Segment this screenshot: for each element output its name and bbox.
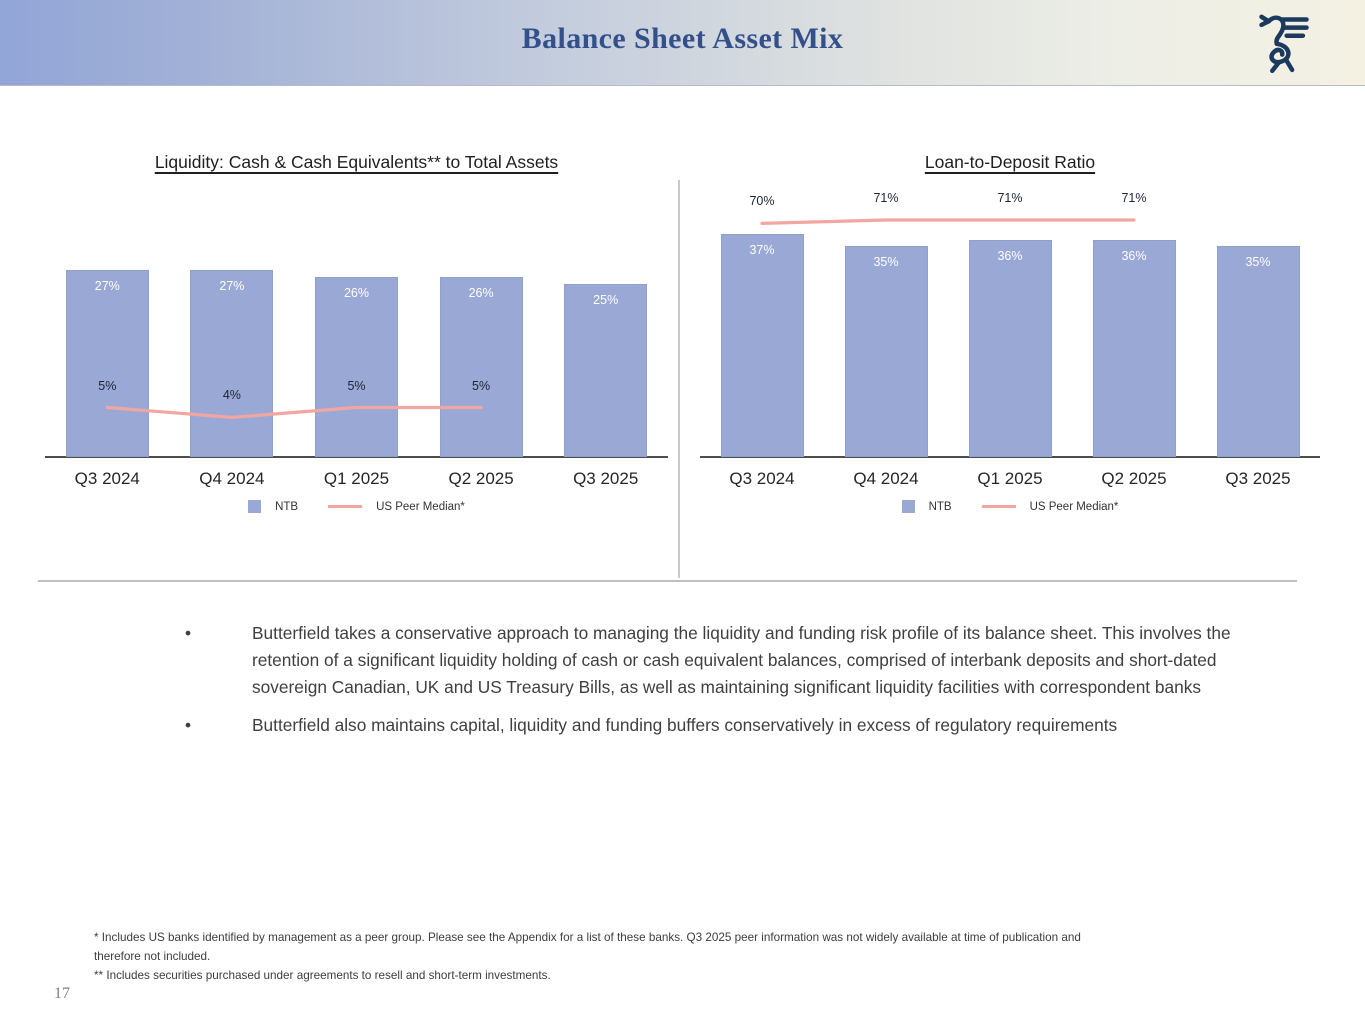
liquidity-chart-title: Liquidity: Cash & Cash Equivalents** to Total Assets xyxy=(154,152,559,172)
peer-median-legend-label: US Peer Median* xyxy=(1029,500,1119,513)
peer-median-legend-swatch xyxy=(328,505,362,508)
ntb-legend-swatch xyxy=(248,500,261,513)
x-axis-label: Q3 2024 xyxy=(729,469,795,488)
ntb-legend-label: NTB xyxy=(928,500,952,513)
footnote-securities: ** Includes securities purchased under agreements to resell and short-term investments. xyxy=(94,969,551,982)
ntb-legend-swatch xyxy=(902,500,915,513)
line-value-label: 5% xyxy=(98,378,117,393)
slide-title: Balance Sheet Asset Mix xyxy=(521,22,844,55)
page-number: 17 xyxy=(54,985,70,1002)
loan-to-deposit-chart-title: Loan-to-Deposit Ratio xyxy=(924,152,1096,172)
loan-to-deposit-chart xyxy=(700,152,1320,513)
x-axis-label: Q2 2025 xyxy=(1101,469,1167,488)
us-peer-median-line xyxy=(45,180,668,457)
x-axis-label: Q1 2025 xyxy=(977,469,1043,488)
line-value-label: 70% xyxy=(749,194,775,209)
section-divider-horizontal xyxy=(38,580,1297,582)
line-value-label: 4% xyxy=(222,388,241,403)
us-peer-median-polyline xyxy=(107,408,481,418)
bar-value-label: 27% xyxy=(94,279,120,294)
liquidity-chart xyxy=(45,152,668,513)
loan-to-deposit-chart-legend xyxy=(700,500,1320,513)
bar-value-label: 36% xyxy=(1121,249,1147,264)
bar-value-label: 26% xyxy=(468,285,494,300)
x-axis-label: Q3 2024 xyxy=(74,469,140,488)
line-value-label: 5% xyxy=(472,378,491,393)
peer-median-legend-label: US Peer Median* xyxy=(376,500,465,513)
bullet-item xyxy=(185,620,1270,701)
us-peer-median-polyline xyxy=(762,220,1134,223)
line-value-label: 71% xyxy=(1121,191,1147,206)
bar-value-label: 35% xyxy=(873,255,899,270)
x-axis-label: Q1 2025 xyxy=(323,469,390,488)
x-axis-label: Q3 2025 xyxy=(1225,469,1291,488)
bullet-list xyxy=(185,620,1270,750)
bar-value-label: 37% xyxy=(749,243,775,258)
bullet-text: Butterfield takes a conservative approach to managing the liquidity and funding risk profile of its balance sheet. This involves the retention of a significant liquidity holding of cash or cash equivalent balances, comprised of interbank deposits and short-dated sovereign Canadian, UK and US Treasury Bills, as well as maintaining significant liquidity facilities with correspondent banks xyxy=(252,623,1231,697)
line-value-label: 5% xyxy=(347,378,366,393)
bullet-text: Butterfield also maintains capital, liquidity and funding buffers conservatively in excess of regulatory requirements xyxy=(252,715,1118,735)
butterfield-griffin-logo xyxy=(1257,10,1311,74)
x-axis-label: Q2 2025 xyxy=(448,469,514,488)
ntb-legend-label: NTB xyxy=(275,500,299,513)
bullet-marker: • xyxy=(185,715,192,735)
bar-value-label: 35% xyxy=(1245,255,1271,270)
bar-value-label: 26% xyxy=(343,285,370,300)
header-band xyxy=(0,0,1365,86)
bullet-item xyxy=(185,712,1270,739)
x-axis-label: Q4 2024 xyxy=(853,469,919,488)
peer-median-legend-swatch xyxy=(982,505,1016,508)
bar-value-label: 36% xyxy=(997,249,1023,264)
x-axis-label: Q3 2025 xyxy=(573,469,639,488)
liquidity-chart-legend xyxy=(45,500,668,513)
line-value-label: 71% xyxy=(997,191,1023,206)
x-axis-label: Q4 2024 xyxy=(199,469,265,488)
footnote-peer-group: * Includes US banks identified by management as a peer group. Please see the Appendix for a list of these banks. Q3 2025 peer information was not widely available at time of publication and therefore not included. xyxy=(94,931,1081,963)
chart-divider-vertical xyxy=(678,180,680,578)
bar-value-label: 25% xyxy=(593,292,619,307)
bullet-marker: • xyxy=(185,623,192,643)
us-peer-median-line xyxy=(700,180,1320,457)
line-value-label: 71% xyxy=(873,191,899,206)
bar-value-label: 27% xyxy=(219,279,245,294)
